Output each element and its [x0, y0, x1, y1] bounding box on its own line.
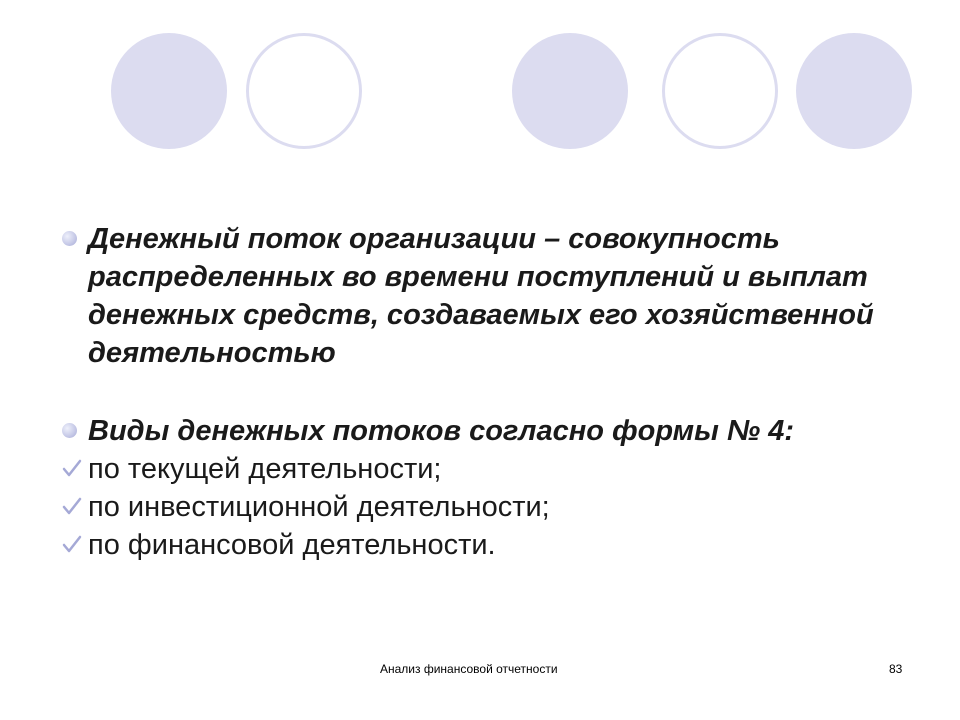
- type-item-financing: [62, 526, 922, 564]
- type-item-label: по финансовой деятельности.: [88, 529, 496, 561]
- footer-title: Анализ финансовой отчетности: [380, 662, 558, 676]
- decor-circle-2: [246, 33, 362, 149]
- slide-body: [62, 220, 922, 564]
- decor-circle-5: [796, 33, 912, 149]
- checkmark-icon: [62, 496, 82, 516]
- checkmark-icon: [62, 534, 82, 554]
- type-item-operating: [62, 450, 922, 488]
- decor-circle-1: [111, 33, 227, 149]
- types-heading-bullet: [62, 412, 922, 450]
- type-item-investing: [62, 488, 922, 526]
- checkmark-icon: [62, 458, 82, 478]
- round-bullet-icon: [62, 231, 77, 246]
- decor-circle-4: [662, 33, 778, 149]
- round-bullet-icon: [62, 423, 77, 438]
- types-heading-text: Виды денежных потоков согласно формы № 4:: [88, 415, 795, 447]
- page-number: 83: [889, 662, 903, 676]
- decor-circle-3: [512, 33, 628, 149]
- type-item-label: по инвестиционной деятельности;: [88, 491, 550, 523]
- definition-text: Денежный поток организации – совокупность распределенных во времени поступлений и выплат денежных средств, создаваемых его хозяйственной деятельностью: [88, 223, 874, 369]
- definition-bullet: [62, 220, 922, 372]
- type-item-label: по текущей деятельности;: [88, 453, 442, 485]
